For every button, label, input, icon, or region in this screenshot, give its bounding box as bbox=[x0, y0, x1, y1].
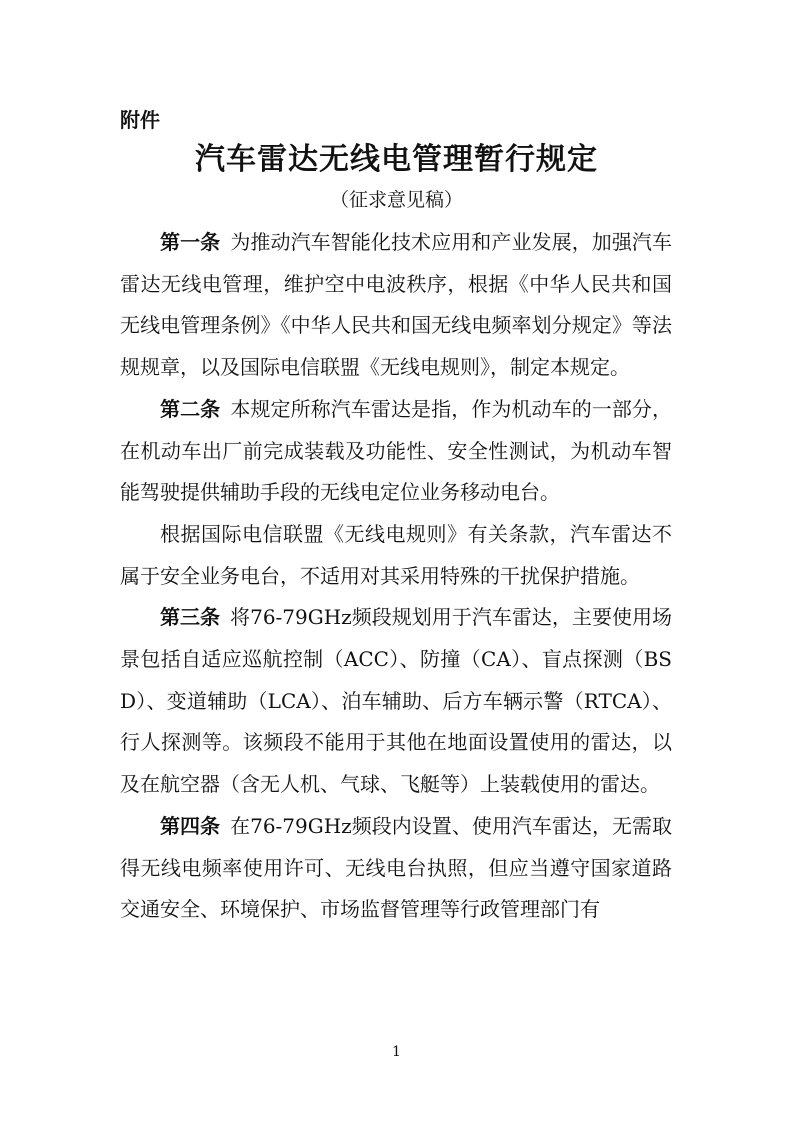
article-text: 为推动汽车智能化技术应用和产业发展，加强汽车雷达无线电管理，维护空中电波秩序，根据《中华人民共和国无线电管理条例》《中华人民共和国无线电频率划分规定》等法规规章，以及国际电信联盟《无线电规则》，制定本规定。 bbox=[120, 230, 673, 380]
document-subtitle: （征求意见稿） bbox=[329, 189, 463, 211]
document-body bbox=[120, 222, 672, 931]
article-text: 在76-79GHz频段内设置、使用汽车雷达，无需取得无线电频率使用许可、无线电台执照，但应当遵守国家道路交通安全、环境保护、市场监督管理等行政管理部门有 bbox=[120, 813, 672, 922]
article-text: 将76-79GHz频段规划用于汽车雷达，主要使用场景包括自适应巡航控制（ACC）、防撞（CA）、盲点探测（BSD）、变道辅助（LCA）、泊车辅助、后方车辆示警（RTCA）、行人探测等。该频段不能用于其他在地面设置使用的雷达，以及在航空器（含无人机、气球、飞艇等）上装载使用的雷达。 bbox=[120, 605, 672, 797]
article-text: 根据国际电信联盟《无线电规则》有关条款，汽车雷达不属于安全业务电台，不适用对其采用特殊的干扰保护措施。 bbox=[120, 521, 672, 588]
document-title: 汽车雷达无线电管理暂行规定 bbox=[195, 142, 598, 177]
paragraph-article-1 bbox=[120, 222, 672, 389]
article-text: 本规定所称汽车雷达是指，作为机动车的一部分，在机动车出厂前完成装载及功能性、安全性测试，为机动车智能驾驶提供辅助手段的无线电定位业务移动电台。 bbox=[120, 396, 673, 505]
article-heading: 第二条 bbox=[160, 396, 221, 421]
article-heading: 第三条 bbox=[160, 605, 221, 630]
attachment-label: 附件 bbox=[120, 108, 160, 132]
article-heading: 第一条 bbox=[160, 230, 221, 254]
page-number: 1 bbox=[392, 1044, 401, 1060]
paragraph-article-2-continued bbox=[120, 514, 672, 597]
paragraph-article-2 bbox=[120, 389, 672, 514]
article-heading: 第四条 bbox=[160, 813, 221, 838]
paragraph-article-3 bbox=[120, 597, 672, 806]
paragraph-article-4 bbox=[120, 806, 672, 931]
